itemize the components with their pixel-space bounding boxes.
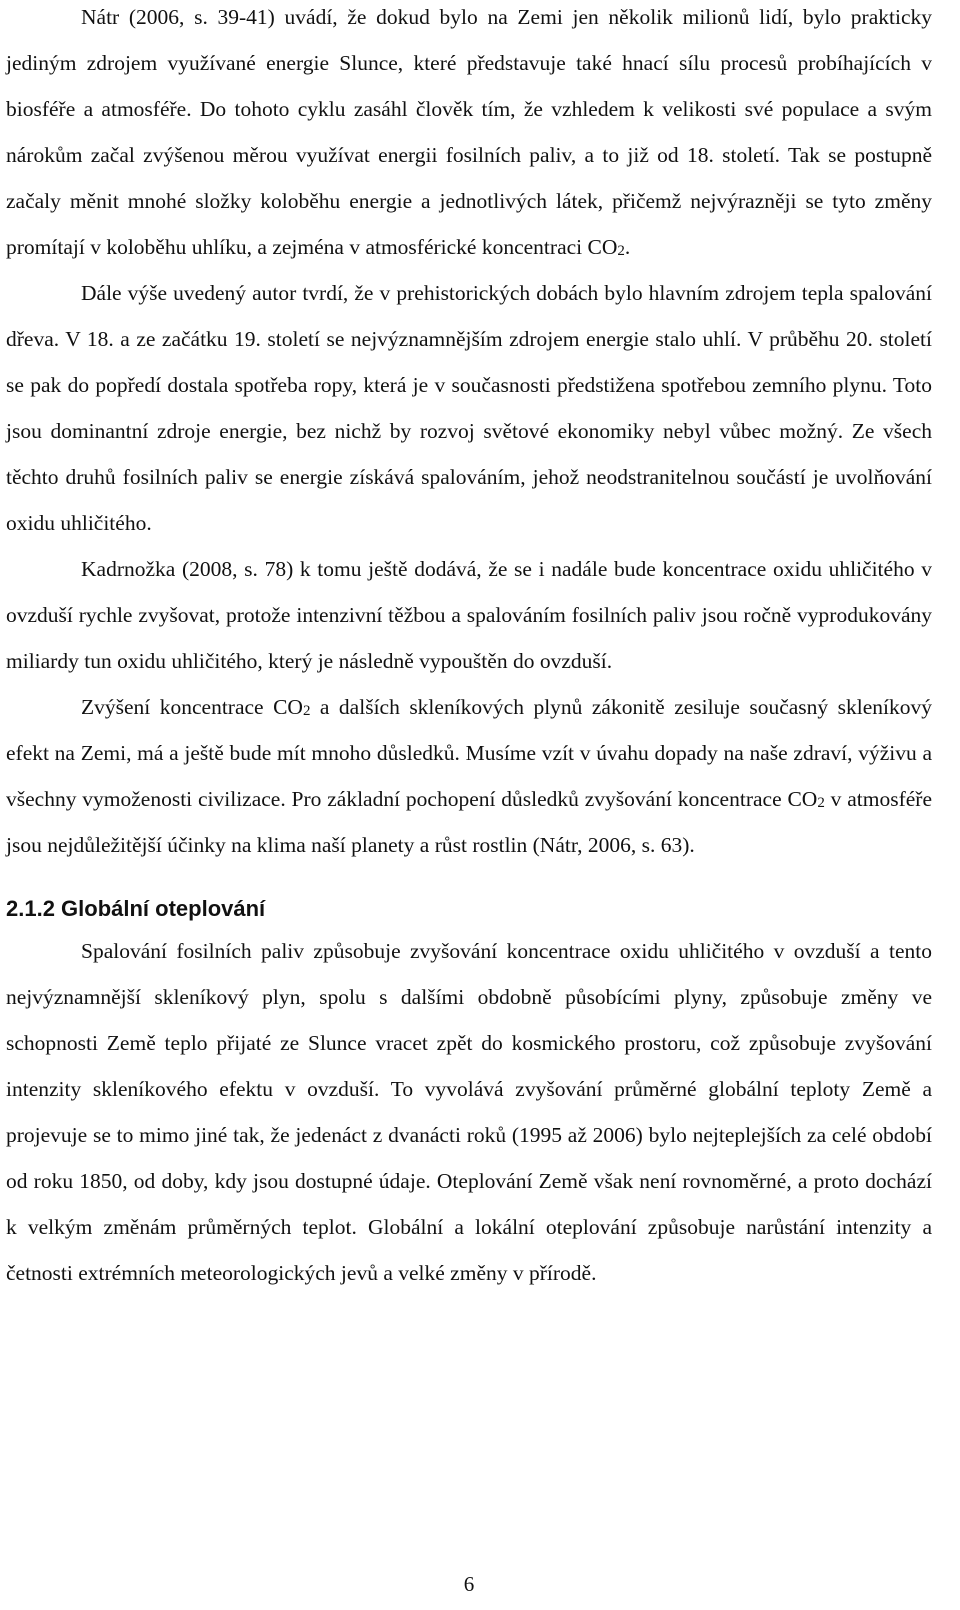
- paragraph-text: Dále výše uvedený autor tvrdí, že v prehistorických dobách bylo hlavním zdrojem tepla spalování dřeva. V 18. a ze začátku 19. století se nejvýznamnějším zdrojem energie stalo uhlí. V průběhu 20. století se pak do popředí dostala spotřeba ropy, která je v současnosti předstižena spotřebou zemního plynu. Toto jsou dominantní zdroje energie, bez nichž by rozvoj světové ekonomiky nebyl vůbec možný. Ze všech těchto druhů fosilních paliv se energie získává spalováním, jehož neodstranitelnou součástí je uvolňování oxidu uhličitého.: [6, 281, 932, 535]
- document-page: [6, 0, 932, 1296]
- paragraph-text: Spalování fosilních paliv způsobuje zvyšování koncentrace oxidu uhličitého v ovzduší a tento nejvýznamnější skleníkový plyn, spolu s dalšími obdobně působícími plyny, způsobuje změny ve schopnosti Země teplo přijaté ze Slunce vracet zpět do kosmického prostoru, což způsobuje zvyšování intenzity skleníkového efektu v ovzduší. To vyvolává zvyšování průměrné globální teploty Země a projevuje se to mimo jiné tak, že jedenáct z dvanácti roků (1995 až 2006) bylo nejteplejších za celé období od roku 1850, od doby, kdy jsou dostupné údaje. Oteplování Země však není rovnoměrné, a proto dochází k velkým změnám průměrných teplot. Globální a lokální oteplování způsobuje narůstání intenzity a četnosti extrémních meteorologických jevů a velké změny v přírodě.: [6, 939, 932, 1285]
- co2-subscript: 2: [302, 703, 311, 719]
- paragraph-global-warming: [6, 928, 932, 1296]
- paragraph-co2-increase: [6, 684, 932, 868]
- paragraph-text: Kadrnožka (2008, s. 78) k tomu ještě dodává, že se i nadále bude koncentrace oxidu uhličitého v ovzduší rychle zvyšovat, protože intenzivní těžbou a spalováním fosilních paliv jsou ročně vyprodukovány miliardy tun oxidu uhličitého, který je následně vypouštěn do ovzduší.: [6, 557, 932, 673]
- paragraph-natr-energy: [6, 0, 932, 270]
- paragraph-text-part1: Zvýšení koncentrace CO: [81, 695, 303, 719]
- paragraph-text-end: .: [624, 235, 631, 259]
- paragraph-text-part3: v atmosféře jsou nejdůležitější účinky na klima naší planety a růst rostlin (Nátr, 2006, s. 63).: [6, 787, 932, 857]
- paragraph-energy-sources: [6, 270, 932, 546]
- co2-subscript: 2: [617, 243, 625, 259]
- section-heading: 2.1.2 Globální oteplování: [6, 896, 266, 921]
- co2-subscript: 2: [817, 795, 825, 811]
- paragraph-text: Nátr (2006, s. 39-41) uvádí, že dokud bylo na Zemi jen několik milionů lidí, bylo prakticky jediným zdrojem využívané energie Slunce, které představuje také hnací sílu procesů probíhajících v biosféře a atmosféře. Do tohoto cyklu zasáhl člověk tím, že vzhledem k velikosti své populace a svým nárokům začal zvýšenou měrou využívat energii fosilních paliv, a to již od 18. století. Tak se postupně začaly měnit mnohé složky koloběhu energie a jednotlivých látek, přičemž nejvýrazněji se tyto změny promítají v koloběhu uhlíku, a zejména v atmosférické koncentraci CO: [6, 5, 932, 259]
- paragraph-kadrnozka: [6, 546, 932, 684]
- page-number: 6: [463, 1572, 475, 1596]
- paragraph-text-part2: a dalších skleníkových plynů zákonitě zesiluje současný skleníkový efekt na Zemi, má a ještě bude mít mnoho důsledků. Musíme vzít v úvahu dopady na naše zdraví, výživu a všechny vymoženosti civilizace. Pro základní pochopení důsledků zvyšování koncentrace CO: [6, 695, 932, 811]
